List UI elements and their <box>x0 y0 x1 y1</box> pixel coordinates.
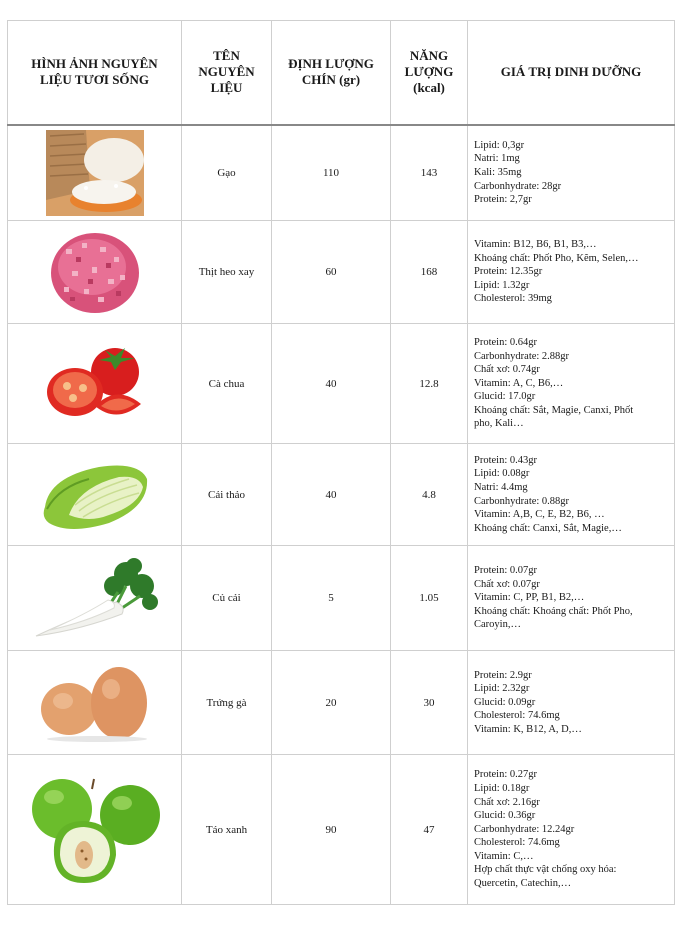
table-row <box>8 125 675 221</box>
radish-icon <box>30 556 160 640</box>
table-row <box>8 324 675 444</box>
header-nutrition: GIÁ TRỊ DINH DƯỠNG <box>468 21 675 125</box>
header-image: HÌNH ẢNH NGUYÊN LIỆU TƯƠI SỐNG <box>8 21 182 125</box>
table-row <box>8 221 675 324</box>
nutrition-values: Protein: 0.43gr Lipid: 0.08gr Natri: 4.4mg Carbonhydrate: 0.88gr Vitamin: A,B, C, E, B2, B6, … Khoáng chất: Canxi, Sắt, Magie,… <box>468 444 675 546</box>
ingredient-name: Cải thảo <box>182 444 272 546</box>
ingredient-name: Cà chua <box>182 324 272 444</box>
energy-value: 12.8 <box>391 324 468 444</box>
nutrition-values: Vitamin: B12, B6, B1, B3,… Khoáng chất: Phốt Pho, Kẽm, Selen,… Protein: 12.35gr Lipid: 1.32gr Cholesterol: 39mg <box>468 221 675 324</box>
ingredient-name: Gạo <box>182 125 272 221</box>
header-name: TÊN NGUYÊN LIỆU <box>182 21 272 125</box>
header-row <box>8 21 675 125</box>
table-row <box>8 546 675 651</box>
nutrition-values: Protein: 0.64gr Carbonhydrate: 2.88gr Chất xơ: 0.74gr Vitamin: A, C, B6,… Glucid: 17.0gr Khoáng chất: Sắt, Magie, Canxi, Phốt pho, Kali… <box>468 324 675 444</box>
table-row <box>8 651 675 755</box>
cooked-amount: 60 <box>272 221 391 324</box>
egg-icon <box>39 663 151 743</box>
ingredient-name: Táo xanh <box>182 755 272 905</box>
cooked-amount: 20 <box>272 651 391 755</box>
minced-pork-icon <box>48 227 142 317</box>
energy-value: 30 <box>391 651 468 755</box>
energy-value: 4.8 <box>391 444 468 546</box>
energy-value: 47 <box>391 755 468 905</box>
nutrition-values: Lipid: 0,3gr Natri: 1mg Kali: 35mg Carbonhydrate: 28gr Protein: 2,7gr <box>468 125 675 221</box>
cooked-amount: 90 <box>272 755 391 905</box>
energy-value: 168 <box>391 221 468 324</box>
cooked-amount: 40 <box>272 444 391 546</box>
nutrition-values: Protein: 0.07gr Chất xơ: 0.07gr Vitamin: C, PP, B1, B2,… Khoáng chất: Khoáng chất: Phốt Pho, Caroyin,… <box>468 546 675 651</box>
cooked-amount: 110 <box>272 125 391 221</box>
ingredient-name: Trứng gà <box>182 651 272 755</box>
nutrition-values: Protein: 2.9gr Lipid: 2.32gr Glucid: 0.09gr Cholesterol: 74.6mg Vitamin: K, B12, A, D,… <box>468 651 675 755</box>
header-amount: ĐỊNH LƯỢNG CHÍN (gr) <box>272 21 391 125</box>
energy-value: 143 <box>391 125 468 221</box>
rice-icon <box>46 130 144 216</box>
energy-value: 1.05 <box>391 546 468 651</box>
tomato-icon <box>45 344 145 424</box>
cooked-amount: 5 <box>272 546 391 651</box>
green-apple-icon <box>30 775 160 885</box>
nutrition-table <box>7 20 675 905</box>
napa-cabbage-icon <box>39 457 151 533</box>
ingredient-name: Củ cải <box>182 546 272 651</box>
table-row <box>8 755 675 905</box>
ingredient-name: Thịt heo xay <box>182 221 272 324</box>
nutrition-values: Protein: 0.27gr Lipid: 0.18gr Chất xơ: 2.16gr Glucid: 0.36gr Carbonhydrate: 12.24gr Cholesterol: 74.6mg Vitamin: C,… Hợp chất thực vật chống oxy hóa: Quercetin, Catechin,… <box>468 755 675 905</box>
cooked-amount: 40 <box>272 324 391 444</box>
table-row <box>8 444 675 546</box>
header-energy: NĂNG LƯỢNG (kcal) <box>391 21 468 125</box>
